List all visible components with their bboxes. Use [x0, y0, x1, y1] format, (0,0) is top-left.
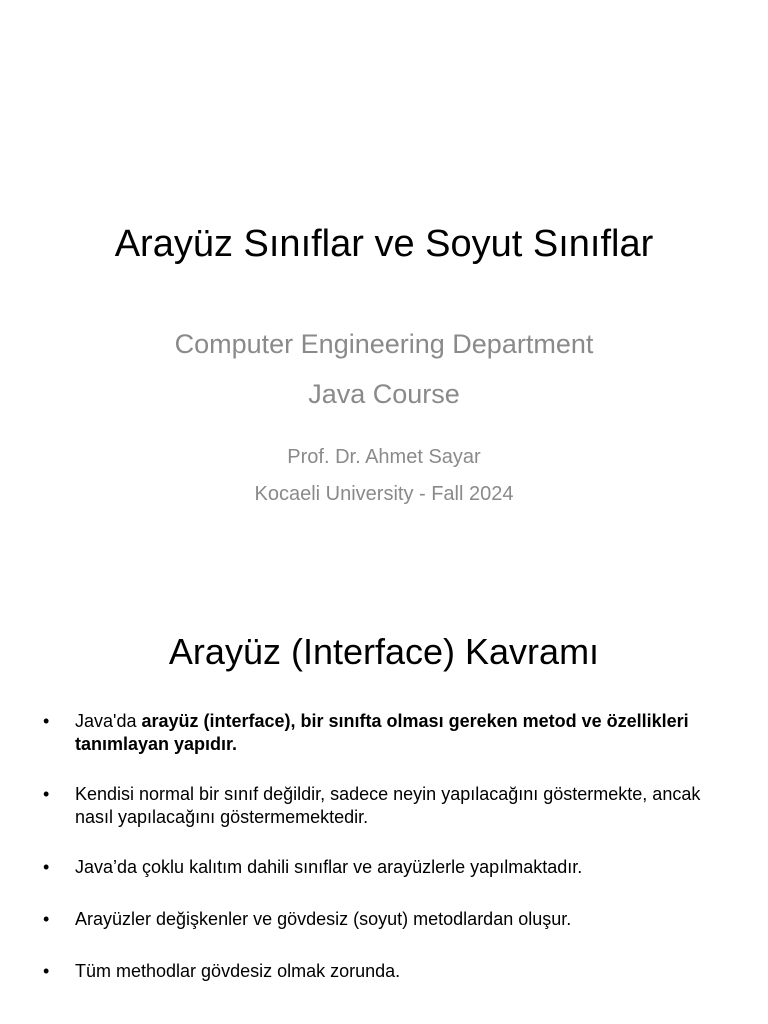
- bullet-item: [36, 710, 736, 756]
- bullet-text-prefix: Java'da: [75, 711, 142, 731]
- bullet-text: Kendisi normal bir sınıf değildir, sadece neyin yapılacağını göstermekte, ancak nasıl yapılacağını göstermemektedir.: [75, 784, 701, 827]
- instructor-name: Prof. Dr. Ahmet Sayar: [287, 446, 481, 468]
- bullet-text: Java’da çoklu kalıtım dahili sınıflar ve arayüzlerle yapılmaktadır.: [75, 857, 583, 877]
- course-subtitle: Java Course: [308, 379, 460, 409]
- content-slide: [0, 570, 768, 1024]
- bullet-text-bold: arayüz (interface), bir sınıfta olması gereken metod ve özellikleri tanımlayan yapıdır.: [75, 711, 689, 754]
- bullet-icon: •: [43, 711, 50, 731]
- bullet-item: [36, 908, 736, 931]
- bullet-list: [36, 710, 736, 983]
- bullet-text: Tüm methodlar gövdesiz olmak zorunda.: [75, 961, 401, 981]
- bullet-text: Arayüzler değişkenler ve gövdesiz (soyut) metodlardan oluşur.: [75, 909, 572, 929]
- bullet-item: [36, 856, 736, 879]
- bullet-icon: •: [43, 784, 50, 804]
- bullet-icon: •: [43, 909, 50, 929]
- bullet-item: [36, 960, 736, 983]
- bullet-icon: •: [43, 961, 50, 981]
- slide-title: Arayüz Sınıflar ve Soyut Sınıflar: [114, 223, 654, 265]
- university-term: Kocaeli University - Fall 2024: [254, 483, 514, 505]
- slide-title: Arayüz (Interface) Kavramı: [168, 631, 600, 672]
- bullet-item: [36, 783, 736, 829]
- bullet-icon: •: [43, 857, 50, 877]
- department-subtitle: Computer Engineering Department: [174, 329, 594, 359]
